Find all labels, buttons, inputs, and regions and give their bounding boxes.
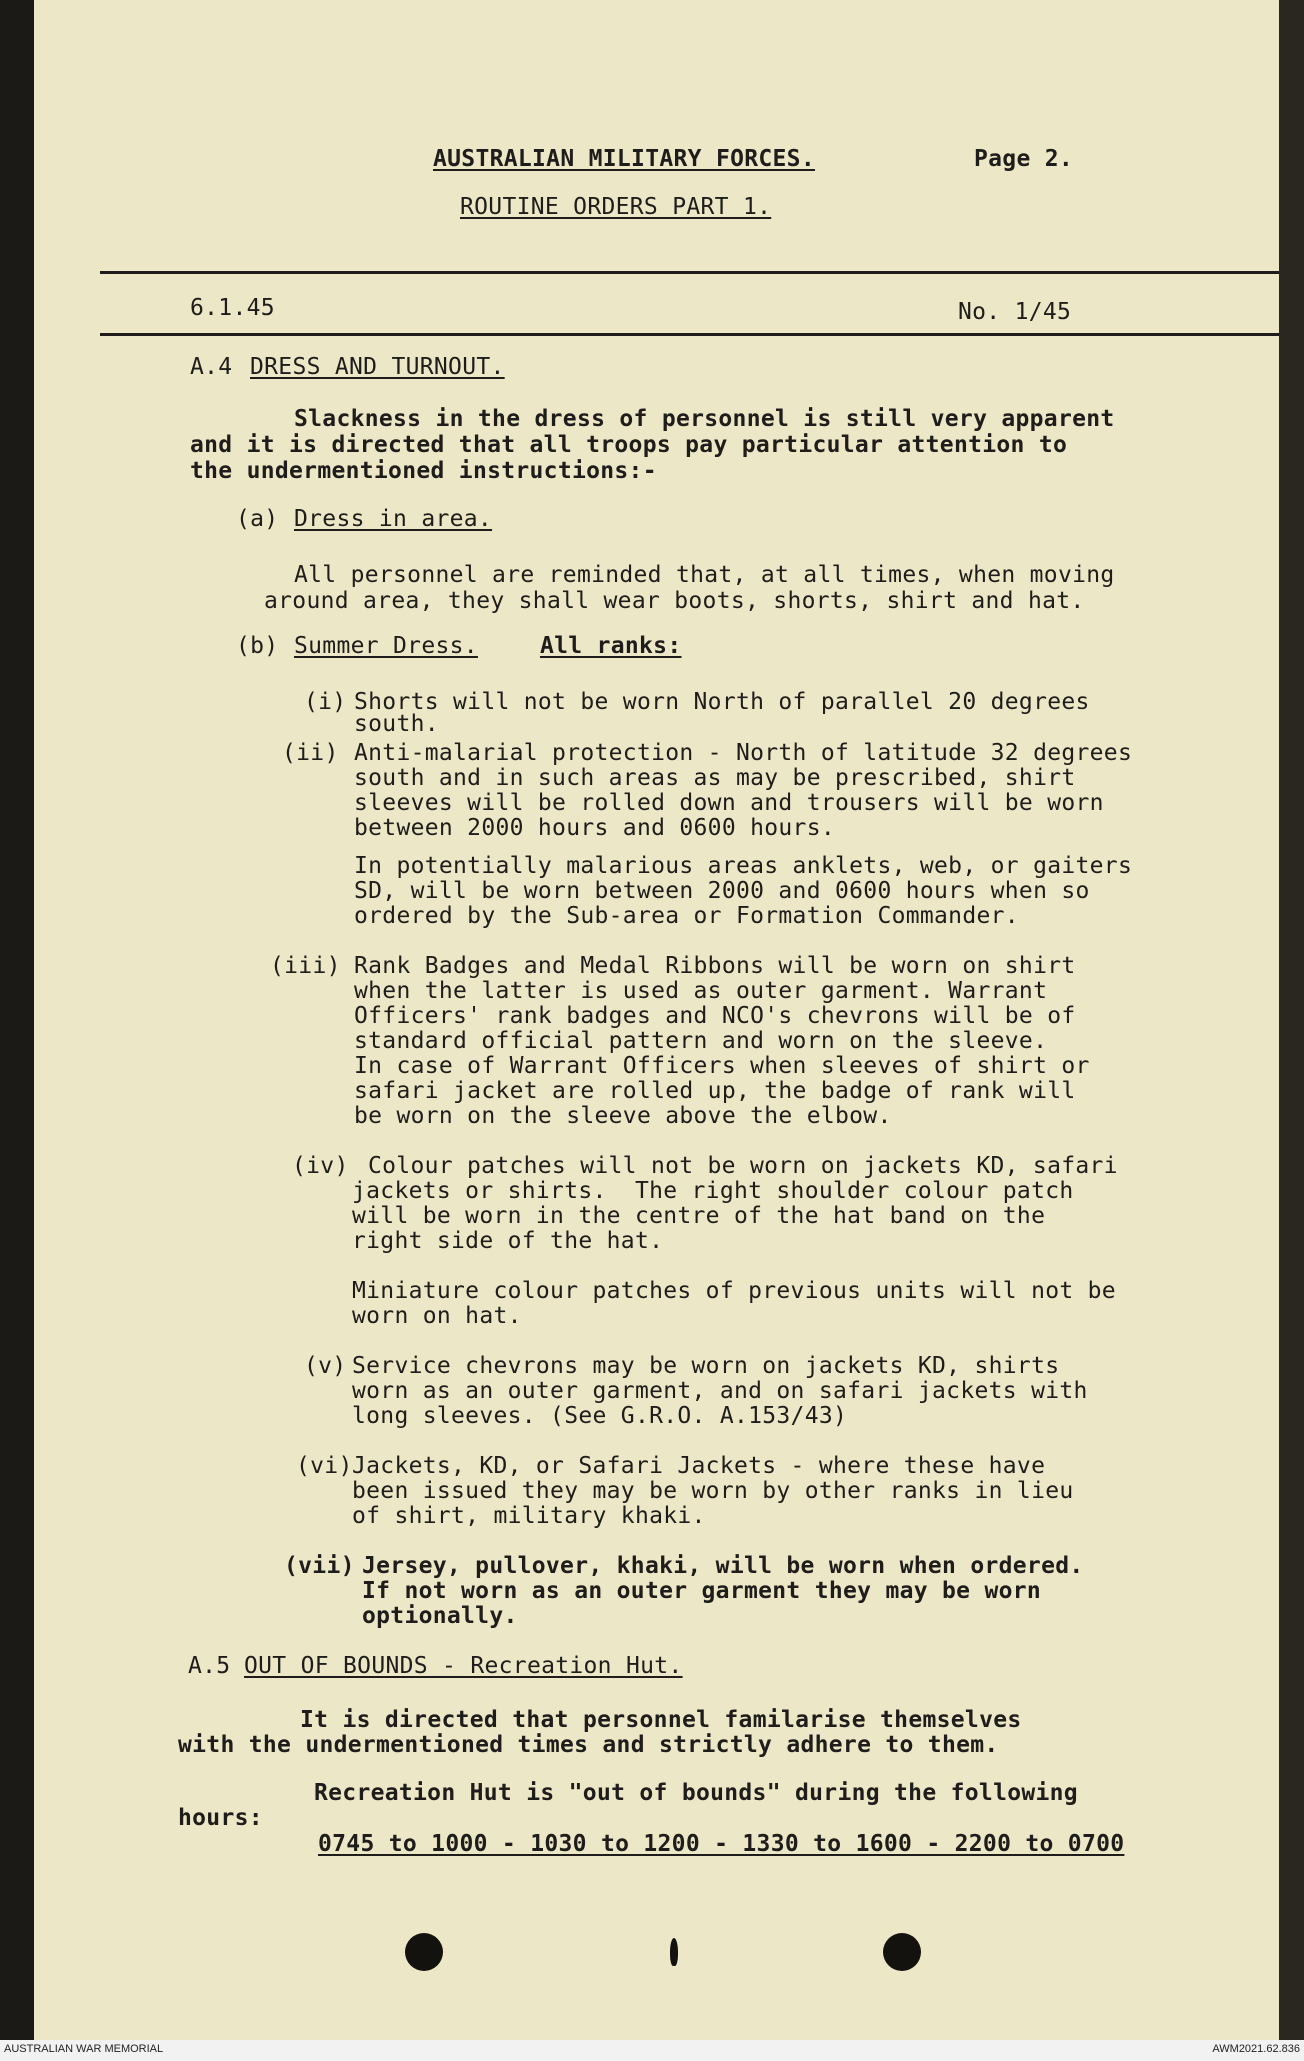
item-line: when the latter is used as outer garment. Warrant (354, 978, 1048, 1004)
item-label: (vii) (284, 1553, 355, 1579)
item-line: between 2000 hours and 0600 hours. (354, 815, 836, 841)
item-label: (v) (304, 1353, 347, 1379)
section-a4-title: DRESS AND TURNOUT. (250, 354, 505, 380)
item-line: be worn on the sleeve above the elbow. (354, 1103, 892, 1129)
a5-intro-line: It is directed that personnel familarise themselves (300, 1707, 1022, 1733)
item-line: worn as an outer garment, and on safari jackets with (352, 1378, 1088, 1404)
a4-a-text-line: All personnel are reminded that, at all times, when moving (294, 562, 1115, 588)
a4-b-subtitle: All ranks: (540, 633, 682, 659)
item-line: Service chevrons may be worn on jackets KD, shirts (352, 1353, 1060, 1379)
item-line: Shorts will not be worn North of parallel 20 degrees (354, 689, 1090, 715)
a4-a-label: (a) (236, 506, 279, 532)
item-paragraph-line: worn on hat. (352, 1303, 522, 1329)
header-number: No. 1/45 (958, 299, 1072, 325)
a5-hours-line: Recreation Hut is "out of bounds" during the following (314, 1780, 1078, 1806)
item-line: standard official pattern and worn on the sleeve. (354, 1028, 1048, 1054)
footer-bar (0, 2040, 1304, 2061)
a4-a-title: Dress in area. (294, 506, 493, 532)
item-paragraph-line: ordered by the Sub-area or Formation Commander. (354, 903, 1019, 929)
item-line: been issued they may be worn by other ranks in lieu (352, 1478, 1074, 1504)
item-line: long sleeves. (See G.R.O. A.153/43) (352, 1403, 848, 1429)
item-line: If not worn as an outer garment they may be worn (362, 1578, 1042, 1604)
header-page: Page 2. (974, 146, 1074, 172)
scan-edge (1279, 0, 1304, 2040)
item-line: Officers' rank badges and NCO's chevrons will be of (354, 1003, 1076, 1029)
section-a5-title: OUT OF BOUNDS - Recreation Hut. (244, 1653, 683, 1679)
binder-tick (670, 1938, 678, 1966)
a4-b-label: (b) (236, 633, 279, 659)
a4-intro-line: Slackness in the dress of personnel is still very apparent (294, 406, 1115, 432)
item-line: In case of Warrant Officers when sleeves of shirt or (354, 1053, 1090, 1079)
item-label: (iii) (270, 953, 341, 979)
item-line: sleeves will be rolled down and trousers will be worn (354, 790, 1104, 816)
a4-a-text-line: around area, they shall wear boots, shorts, shirt and hat. (264, 588, 1085, 614)
item-line: optionally. (362, 1603, 518, 1629)
item-line: Rank Badges and Medal Ribbons will be worn on shirt (354, 953, 1076, 979)
section-a4-number: A.4 (190, 354, 233, 380)
item-label: (iv) (292, 1153, 349, 1179)
a5-hours-line: hours: (178, 1805, 263, 1831)
item-label: (vi) (296, 1453, 353, 1479)
header-org: AUSTRALIAN MILITARY FORCES. (433, 146, 815, 172)
a4-intro-line: the undermentioned instructions:- (190, 458, 657, 484)
section-a5-number: A.5 (188, 1653, 231, 1679)
footer-credit: AUSTRALIAN WAR MEMORIAL (4, 2043, 164, 2055)
item-line: Colour patches will not be worn on jackets KD, safari (368, 1153, 1118, 1179)
item-label: (i) (304, 689, 347, 715)
binder-hole-left (405, 1933, 443, 1971)
header-date: 6.1.45 (190, 295, 275, 321)
item-line: right side of the hat. (352, 1228, 664, 1254)
item-line: safari jacket are rolled up, the badge of rank will (354, 1078, 1076, 1104)
a5-intro-line: with the undermentioned times and strictly adhere to them. (178, 1732, 999, 1758)
binder-hole-right (883, 1933, 921, 1971)
item-line: Jackets, KD, or Safari Jackets - where these have (352, 1453, 1046, 1479)
a4-b-title: Summer Dress. (294, 633, 478, 659)
item-line: jackets or shirts. The right shoulder colour patch (352, 1178, 1074, 1204)
item-paragraph-line: In potentially malarious areas anklets, web, or gaiters (354, 853, 1133, 879)
item-line: Jersey, pullover, khaki, will be worn when ordered. (362, 1553, 1084, 1579)
item-line: will be worn in the centre of the hat band on the (352, 1203, 1046, 1229)
header-subtitle: ROUTINE ORDERS PART 1. (460, 194, 772, 220)
item-line: Anti-malarial protection - North of latitude 32 degrees (354, 740, 1133, 766)
item-label: (ii) (282, 740, 339, 766)
item-line: south. (354, 711, 439, 737)
header-rule-top (100, 271, 1304, 274)
footer-accession-number: AWM2021.62.836 (1212, 2043, 1300, 2055)
item-paragraph-line: SD, will be worn between 2000 and 0600 hours when so (354, 878, 1090, 904)
item-line: south and in such areas as may be prescribed, shirt (354, 765, 1076, 791)
document-page (34, 0, 1279, 2040)
a4-intro-line: and it is directed that all troops pay particular attention to (190, 432, 1068, 458)
item-line: of shirt, military khaki. (352, 1503, 706, 1529)
item-paragraph-line: Miniature colour patches of previous units will not be (352, 1278, 1116, 1304)
a5-times: 0745 to 1000 - 1030 to 1200 - 1330 to 1600 - 2200 to 0700 (318, 1831, 1125, 1857)
header-rule-bottom (100, 333, 1304, 336)
